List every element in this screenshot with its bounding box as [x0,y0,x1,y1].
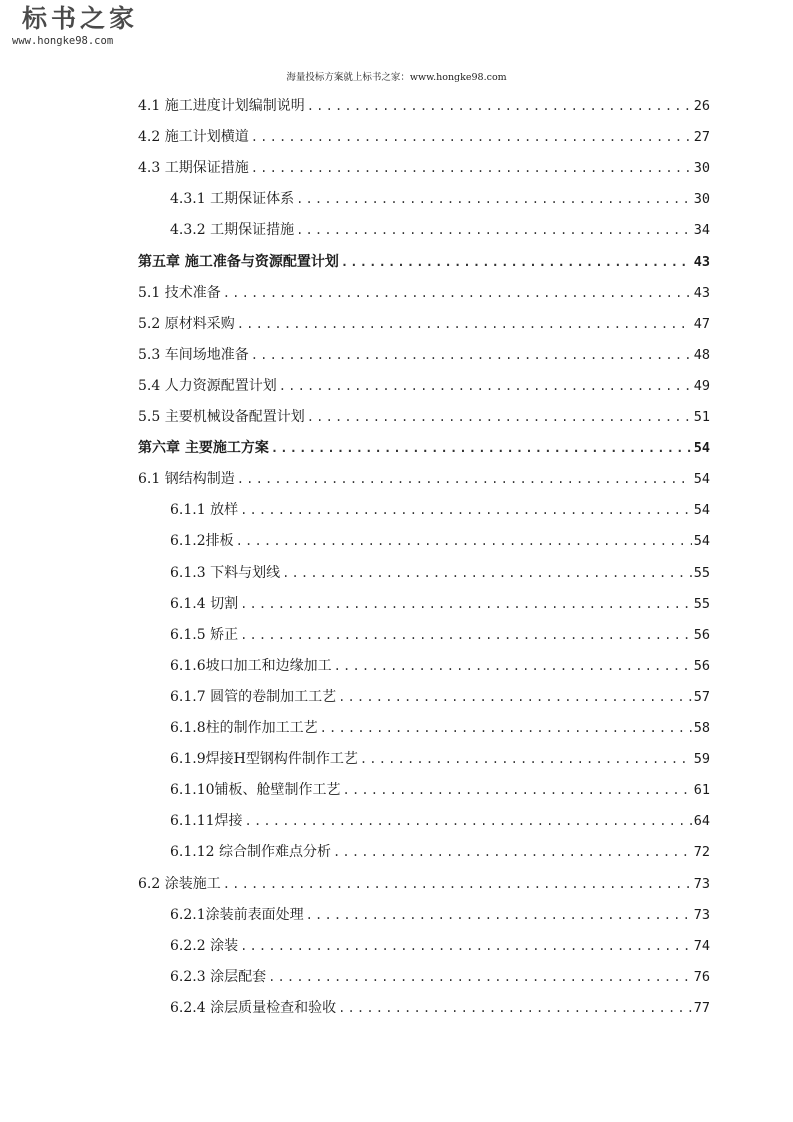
toc-entry-title: 6.1.11焊接 [170,813,243,830]
toc-dot-leader [240,499,692,521]
toc-entry[interactable] [170,997,710,1019]
toc-dot-leader [279,375,692,397]
toc-chapter-entry[interactable] [138,437,710,459]
toc-entry-page-number: 54 [693,533,710,550]
toc-entry[interactable] [170,841,710,863]
toc-entry-page-number: 77 [693,999,710,1016]
toc-entry-page-number: 58 [693,720,710,736]
toc-entry[interactable] [138,344,710,366]
toc-dot-leader [240,593,692,615]
toc-entry[interactable] [170,810,710,832]
toc-entry-page-number: 76 [693,968,710,985]
toc-entry-title: 4.1 施工进度计划编制说明 [138,98,305,114]
toc-dot-leader [334,655,692,677]
toc-entry[interactable] [170,624,710,646]
toc-entry-title: 6.1.1 放样 [170,502,239,519]
toc-dot-leader [343,779,692,801]
toc-entry[interactable] [170,219,710,241]
page-header: 海量投标方案就上标书之家：www.hongke98.com [286,72,507,83]
toc-entry-page-number: 49 [693,377,710,394]
toc-entry-title: 6.1.5 矫正 [170,626,239,643]
toc-dot-leader [251,344,692,366]
toc-entry[interactable] [138,313,710,335]
toc-entry-title: 6.1.8柱的制作加工工艺 [170,720,318,736]
toc-dot-leader [341,251,692,273]
toc-dot-leader [236,530,692,552]
toc-entry-title: 第五章 施工准备与资源配置计划 [138,253,339,270]
toc-entry[interactable] [138,873,710,895]
toc-entry[interactable] [170,593,710,615]
toc-entry[interactable] [170,779,710,801]
toc-dot-leader [237,313,692,335]
toc-entry-title: 6.1.9焊接H型钢构件制作工艺 [170,751,358,768]
toc-entry-title: 5.1 技术准备 [138,284,221,301]
toc-dot-leader [282,562,692,584]
toc-entry-title: 6.1.2排板 [170,533,234,550]
toc-dot-leader [251,126,692,148]
toc-entry-page-number: 56 [693,626,710,643]
toc-entry-page-number: 55 [693,564,710,581]
toc-entry[interactable] [138,468,710,490]
site-logo [12,4,162,47]
toc-entry-page-number: 26 [693,98,710,114]
toc-entry-page-number: 72 [693,844,710,861]
toc-dot-leader [360,748,692,770]
toc-entry-page-number: 47 [693,315,710,332]
toc-dot-leader [237,468,692,490]
toc-entry[interactable] [170,966,710,988]
toc-dot-leader [306,904,692,926]
toc-entry-title: 6.1.3 下料与划线 [170,564,281,581]
toc-entry[interactable] [170,904,710,926]
toc-entry-title: 5.2 原材料采购 [138,315,235,332]
toc-entry-page-number: 59 [693,751,710,768]
logo-title: 标书之家 [22,4,139,33]
toc-dot-leader [296,188,692,210]
toc-entry-page-number: 55 [693,595,710,612]
toc-entry-page-number: 30 [693,191,710,208]
toc-entry[interactable] [138,157,710,179]
toc-dot-leader [268,966,692,988]
toc-entry-title: 6.2.3 涂层配套 [170,968,267,985]
toc-entry[interactable] [138,126,710,148]
toc-entry-page-number: 73 [693,875,710,892]
toc-entry-title: 5.5 主要机械设备配置计划 [138,409,305,425]
toc-entry-title: 5.3 车间场地准备 [138,346,249,363]
toc-dot-leader [338,997,692,1019]
toc-entry-page-number: 34 [693,222,710,239]
toc-dot-leader [240,935,692,957]
toc-entry[interactable] [138,95,710,117]
toc-entry[interactable] [170,562,710,584]
toc-dot-leader [240,624,692,646]
toc-entry-title: 6.2 涂装施工 [138,875,221,892]
toc-entry-title: 6.1 钢结构制造 [138,471,235,488]
toc-entry-title: 6.1.7 圆管的卷制加工工艺 [170,688,337,705]
toc-entry[interactable] [170,499,710,521]
toc-entry[interactable] [170,686,710,708]
toc-entry-title: 6.1.10铺板、舱壁制作工艺 [170,782,341,799]
toc-entry-page-number: 30 [693,160,710,177]
toc-entry-page-number: 27 [693,129,710,146]
toc-entry-title: 4.3.1 工期保证体系 [170,191,295,208]
toc-entry-page-number: 73 [693,906,710,923]
toc-entry[interactable] [138,282,710,304]
toc-entry-title: 5.4 人力资源配置计划 [138,377,277,394]
toc-entry-page-number: 57 [693,688,710,705]
toc-entry-page-number: 64 [693,813,710,830]
toc-entry-title: 6.2.1涂装前表面处理 [170,906,304,923]
toc-entry-title: 4.2 施工计划横道 [138,129,249,146]
toc-entry-page-number: 54 [693,502,710,519]
toc-entry-title: 4.3.2 工期保证措施 [170,222,295,239]
toc-chapter-entry[interactable] [138,251,710,273]
toc-dot-leader [251,157,692,179]
toc-entry[interactable] [170,188,710,210]
toc-entry-title: 6.2.4 涂层质量检查和验收 [170,999,337,1016]
toc-entry-title: 6.1.4 切割 [170,595,239,612]
toc-dot-leader [307,95,692,117]
toc-entry[interactable] [170,717,710,739]
toc-entry[interactable] [138,406,710,428]
toc-dot-leader [245,810,692,832]
toc-entry-page-number: 43 [693,284,710,301]
toc-entry-page-number: 56 [693,657,710,674]
toc-entry-title: 6.1.12 综合制作难点分析 [170,844,331,861]
toc-dot-leader [320,717,692,739]
toc-entry-page-number: 48 [693,346,710,363]
toc-dot-leader [338,686,692,708]
toc-dot-leader [271,437,692,459]
logo-url: www.hongke98.com [12,35,114,47]
toc-entry-page-number: 43 [693,253,710,270]
toc-entry[interactable] [170,655,710,677]
toc-entry-page-number: 54 [693,440,710,457]
toc-dot-leader [307,406,692,428]
toc-entry-page-number: 74 [693,937,710,954]
toc-entry[interactable] [170,748,710,770]
toc-entry[interactable] [138,375,710,397]
toc-entry[interactable] [170,935,710,957]
toc-entry-title: 6.1.6坡口加工和边缘加工 [170,657,332,674]
toc-dot-leader [223,873,692,895]
toc-entry-title: 6.2.2 涂装 [170,937,239,954]
toc-entry-page-number: 61 [693,782,710,799]
toc-entry-page-number: 51 [693,409,710,425]
toc-entry-page-number: 54 [693,471,710,488]
toc-entry[interactable] [170,530,710,552]
toc-entry-title: 4.3 工期保证措施 [138,160,249,177]
toc-dot-leader [223,282,692,304]
toc-dot-leader [296,219,692,241]
toc-dot-leader [333,841,692,863]
toc-entry-title: 第六章 主要施工方案 [138,440,269,457]
